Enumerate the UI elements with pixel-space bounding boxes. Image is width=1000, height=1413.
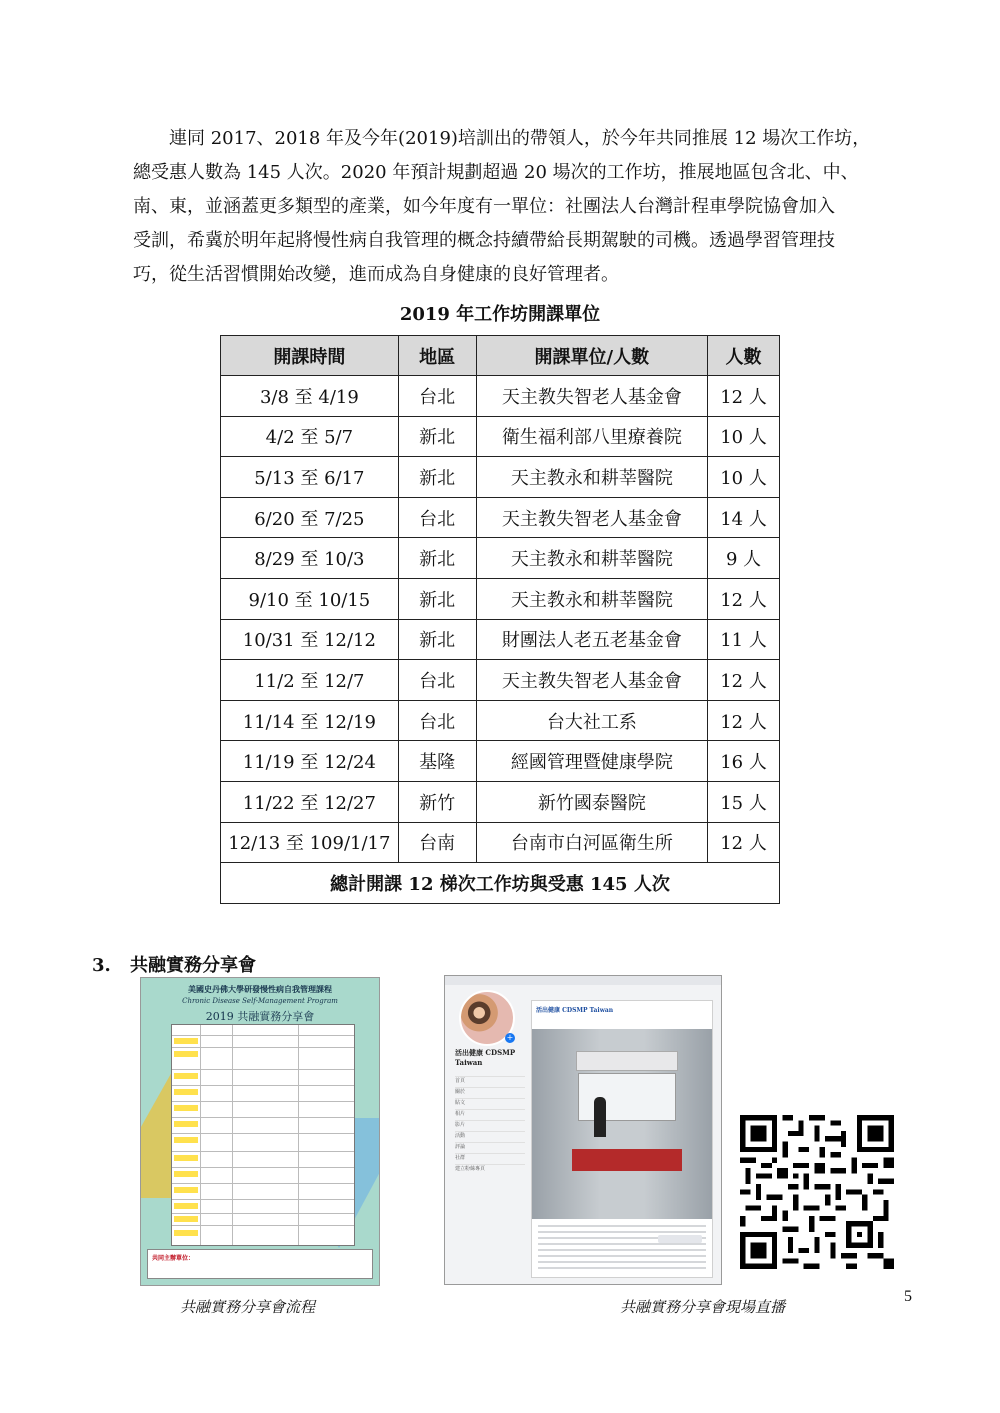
live-video-frame <box>532 1029 712 1219</box>
fb-nav-item: 社群 <box>455 1153 525 1164</box>
page-number: 5 <box>904 1288 912 1305</box>
cell-time: 6/20 至 7/25 <box>221 497 399 538</box>
header-time: 開課時間 <box>221 336 399 376</box>
fb-nav-item: 相片 <box>455 1109 525 1120</box>
table-row <box>221 376 780 417</box>
grid-line <box>172 1047 354 1048</box>
grid-line <box>298 1025 299 1245</box>
cell-unit: 天主教永和耕莘醫院 <box>476 538 707 579</box>
fb-nav-item: 貼文 <box>455 1098 525 1109</box>
poster-subtitle: Chronic Disease Self-Management Program <box>182 997 338 1005</box>
fb-post-button <box>658 1235 702 1243</box>
video-stage <box>572 1149 682 1171</box>
cell-region: 新北 <box>398 619 476 660</box>
browser-bar <box>445 976 721 985</box>
grid-line <box>172 1225 354 1226</box>
cell-time: 11/19 至 12/24 <box>221 741 399 782</box>
time-cell <box>174 1216 198 1222</box>
caption-schedule: 共融實務分享會流程 <box>180 1298 316 1316</box>
cell-region: 新北 <box>398 578 476 619</box>
cell-unit: 天主教失智老人基金會 <box>476 497 707 538</box>
qr-code <box>740 1115 894 1269</box>
video-speaker <box>594 1097 606 1137</box>
table-row <box>221 700 780 741</box>
table-row <box>221 578 780 619</box>
time-cell <box>174 1137 198 1143</box>
cell-count: 12 人 <box>708 376 780 417</box>
poster-sponsor-label: 共同主辦單位： <box>152 1255 195 1262</box>
time-cell <box>174 1121 198 1127</box>
cell-count: 12 人 <box>708 660 780 701</box>
fb-post-text-blur <box>538 1225 706 1269</box>
cell-time: 11/14 至 12/19 <box>221 700 399 741</box>
fb-nav-item: 評論 <box>455 1142 525 1153</box>
time-cell <box>174 1155 198 1161</box>
grid-line <box>172 1133 354 1134</box>
grid-line <box>172 1151 354 1152</box>
fb-nav-item: 關於 <box>455 1087 525 1098</box>
facebook-live-screenshot <box>444 975 722 1285</box>
cell-count: 10 人 <box>708 457 780 498</box>
cell-unit: 衛生福利部八里療養院 <box>476 416 707 457</box>
cell-region: 新北 <box>398 416 476 457</box>
qr-code-icon <box>740 1115 894 1269</box>
time-cell <box>174 1089 198 1095</box>
cell-count: 12 人 <box>708 822 780 863</box>
cell-count: 14 人 <box>708 497 780 538</box>
table-caption: 2019 年工作坊開課單位 <box>399 304 601 325</box>
cell-count: 10 人 <box>708 416 780 457</box>
fb-nav-item: 建立粉絲專頁 <box>455 1164 525 1175</box>
fb-page-name: 活出健康 CDSMP Taiwan <box>455 1048 516 1067</box>
poster-event-name: 2019 共融實務分享會 <box>205 1010 315 1023</box>
grid-line <box>172 1199 354 1200</box>
cell-time: 4/2 至 5/7 <box>221 416 399 457</box>
cell-time: 10/31 至 12/12 <box>221 619 399 660</box>
cell-region: 基隆 <box>398 741 476 782</box>
table-row <box>221 822 780 863</box>
poster-sponsor-bar <box>147 1249 373 1279</box>
cell-unit: 台南市白河區衛生所 <box>476 822 707 863</box>
cell-unit: 天主教永和耕莘醫院 <box>476 457 707 498</box>
time-cell <box>174 1105 198 1111</box>
cell-count: 15 人 <box>708 781 780 822</box>
grid-line <box>172 1101 354 1102</box>
grid-line <box>172 1069 354 1070</box>
time-cell <box>174 1073 198 1079</box>
time-cell <box>174 1171 198 1177</box>
table-row <box>221 457 780 498</box>
paragraph-line: 受訓，希冀於明年起將慢性病自我管理的概念持續帶給長期駕駛的司機。透過學習管理技 <box>133 230 835 251</box>
cell-time: 5/13 至 6/17 <box>221 457 399 498</box>
video-projector-screen <box>578 1073 676 1121</box>
paragraph-line: 巧，從生活習慣開始改變，進而成為自身健康的良好管理者。 <box>133 264 619 285</box>
cell-unit: 台大社工系 <box>476 700 707 741</box>
fb-post <box>531 1000 713 1278</box>
header-unit: 開課單位/人數 <box>476 336 707 376</box>
table-row <box>221 660 780 701</box>
cell-time: 11/22 至 12/27 <box>221 781 399 822</box>
fb-nav-item: 影片 <box>455 1120 525 1131</box>
paragraph-line: 連同 2017、2018 年及今年(2019)培訓出的帶領人，於今年共同推展 12 場次工作坊， <box>169 128 871 149</box>
poster-schedule-grid <box>171 1024 355 1246</box>
cell-unit: 經國管理暨健康學院 <box>476 741 707 782</box>
time-cell <box>174 1187 198 1193</box>
section-number: 3. <box>92 955 111 976</box>
fb-nav-item: 首頁 <box>455 1076 525 1087</box>
table-total-row <box>221 863 780 904</box>
workshop-table <box>220 335 780 904</box>
grid-line <box>172 1035 354 1036</box>
grid-line <box>172 1183 354 1184</box>
grid-line <box>172 1213 354 1214</box>
table-row <box>221 538 780 579</box>
cell-time: 8/29 至 10/3 <box>221 538 399 579</box>
grid-line <box>172 1085 354 1086</box>
cell-unit: 天主教永和耕莘醫院 <box>476 578 707 619</box>
cell-time: 3/8 至 4/19 <box>221 376 399 417</box>
cell-count: 11 人 <box>708 619 780 660</box>
cell-unit: 財團法人老五老基金會 <box>476 619 707 660</box>
cell-time: 12/13 至 109/1/17 <box>221 822 399 863</box>
cell-region: 台南 <box>398 822 476 863</box>
cell-count: 12 人 <box>708 700 780 741</box>
plus-icon: + <box>506 1033 514 1042</box>
poster-title: 美國史丹佛大學研發慢性病自我管理課程 <box>188 984 332 994</box>
event-schedule-poster <box>140 977 380 1286</box>
cell-region: 台北 <box>398 376 476 417</box>
intro-paragraph <box>133 122 913 292</box>
cell-region: 新竹 <box>398 781 476 822</box>
table-row <box>221 416 780 457</box>
video-banner <box>576 1051 678 1071</box>
cell-region: 台北 <box>398 660 476 701</box>
header-region: 地區 <box>398 336 476 376</box>
cell-unit: 天主教失智老人基金會 <box>476 660 707 701</box>
cell-unit: 新竹國泰醫院 <box>476 781 707 822</box>
table-row <box>221 741 780 782</box>
cell-region: 新北 <box>398 457 476 498</box>
cell-count: 9 人 <box>708 538 780 579</box>
cell-region: 新北 <box>398 538 476 579</box>
cell-time: 9/10 至 10/15 <box>221 578 399 619</box>
cell-unit: 天主教失智老人基金會 <box>476 376 707 417</box>
grid-line <box>200 1025 201 1245</box>
grid-line <box>172 1167 354 1168</box>
caption-live: 共融實務分享會現場直播 <box>620 1298 786 1316</box>
cell-region: 台北 <box>398 497 476 538</box>
paragraph-line: 南、東，並涵蓋更多類型的產業，如今年度有一單位：社團法人台灣計程車學院協會加入 <box>133 196 835 217</box>
table-row <box>221 619 780 660</box>
section-heading <box>92 951 256 977</box>
table-header-row <box>221 336 780 376</box>
fb-nav-item: 活動 <box>455 1131 525 1142</box>
time-cell <box>174 1203 198 1209</box>
table-total: 總計開課 12 梯次工作坊與受惠 145 人次 <box>221 863 780 904</box>
time-cell <box>174 1038 198 1044</box>
time-cell <box>174 1051 198 1057</box>
cell-count: 16 人 <box>708 741 780 782</box>
grid-line <box>172 1117 354 1118</box>
header-count: 人數 <box>708 336 780 376</box>
paragraph-line: 總受惠人數為 145 人次。2020 年預計規劃超過 20 場次的工作坊，推展地區包含北、中、 <box>133 162 859 183</box>
cell-region: 台北 <box>398 700 476 741</box>
fb-post-author: 活出健康 CDSMP Taiwan <box>536 1007 614 1014</box>
cell-count: 12 人 <box>708 578 780 619</box>
fb-page-nav <box>455 1076 525 1175</box>
table-row <box>221 497 780 538</box>
grid-line <box>232 1025 233 1245</box>
cell-time: 11/2 至 12/7 <box>221 660 399 701</box>
time-cell <box>174 1230 198 1236</box>
section-title: 共融實務分享會 <box>130 955 256 976</box>
table-row <box>221 781 780 822</box>
